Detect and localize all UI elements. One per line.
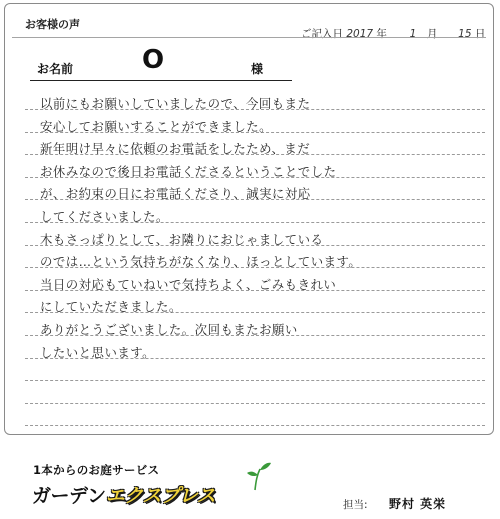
name-underline [30,80,292,81]
message-line: 木もさっぱりとして、お隣りにおじゃましている [40,231,324,247]
staff-name: 野村 英栄 [389,497,447,511]
brand-part-2: エクスプレス [105,485,216,507]
year-unit: 年 [376,28,387,40]
message-line: してくださいました。 [40,208,169,224]
message-line: したいと思います。 [40,344,156,360]
customer-name: O [142,45,165,75]
message-line [40,364,480,387]
logo-brand [32,481,215,508]
message-line: 新年明け早々に依頼のお電話をしたため、まだ [40,141,311,157]
date-label: ご記入日 [301,28,343,40]
customer-voice-card [4,3,494,435]
message-line: にしていただきました。 [40,299,182,315]
date-day: 15 [458,28,472,40]
card-title: お客様の声 [25,18,80,31]
staff-label: 担当: [343,499,368,511]
day-unit: 日 [474,28,486,40]
brand-part-1: ガーデン [32,485,106,507]
message-line: ありがとうございました。次回もまたお願い [40,321,298,337]
date-month: 1 [409,28,417,40]
header-divider [12,37,486,38]
message-line: お休みなので後日お電話くださるということでした [40,163,337,179]
message-line: が、お約束の日にお電話くださり、誠実に対応 [40,186,311,202]
sprout-icon [246,461,272,491]
name-label: お名前 [37,62,74,76]
entry-date [301,26,485,41]
message-line: のでは…という気持ちがなくなり、ほっとしています。 [40,254,362,270]
message-line: 当日の対応もていねいで気持ちよく、ごみもきれい [40,276,337,292]
month-unit: 月 [426,28,438,40]
message-line: 以前にもお願いしていましたので、今回もまた [40,96,311,111]
message-line: 安心してお願いすることができました。 [40,118,273,134]
handwritten-message [40,93,480,432]
message-line [40,409,480,432]
message-line [40,387,480,410]
logo-tagline: 1本からのお庭サービス [33,463,160,477]
name-honorific: 様 [251,62,264,76]
date-year: 2017 [346,28,374,40]
